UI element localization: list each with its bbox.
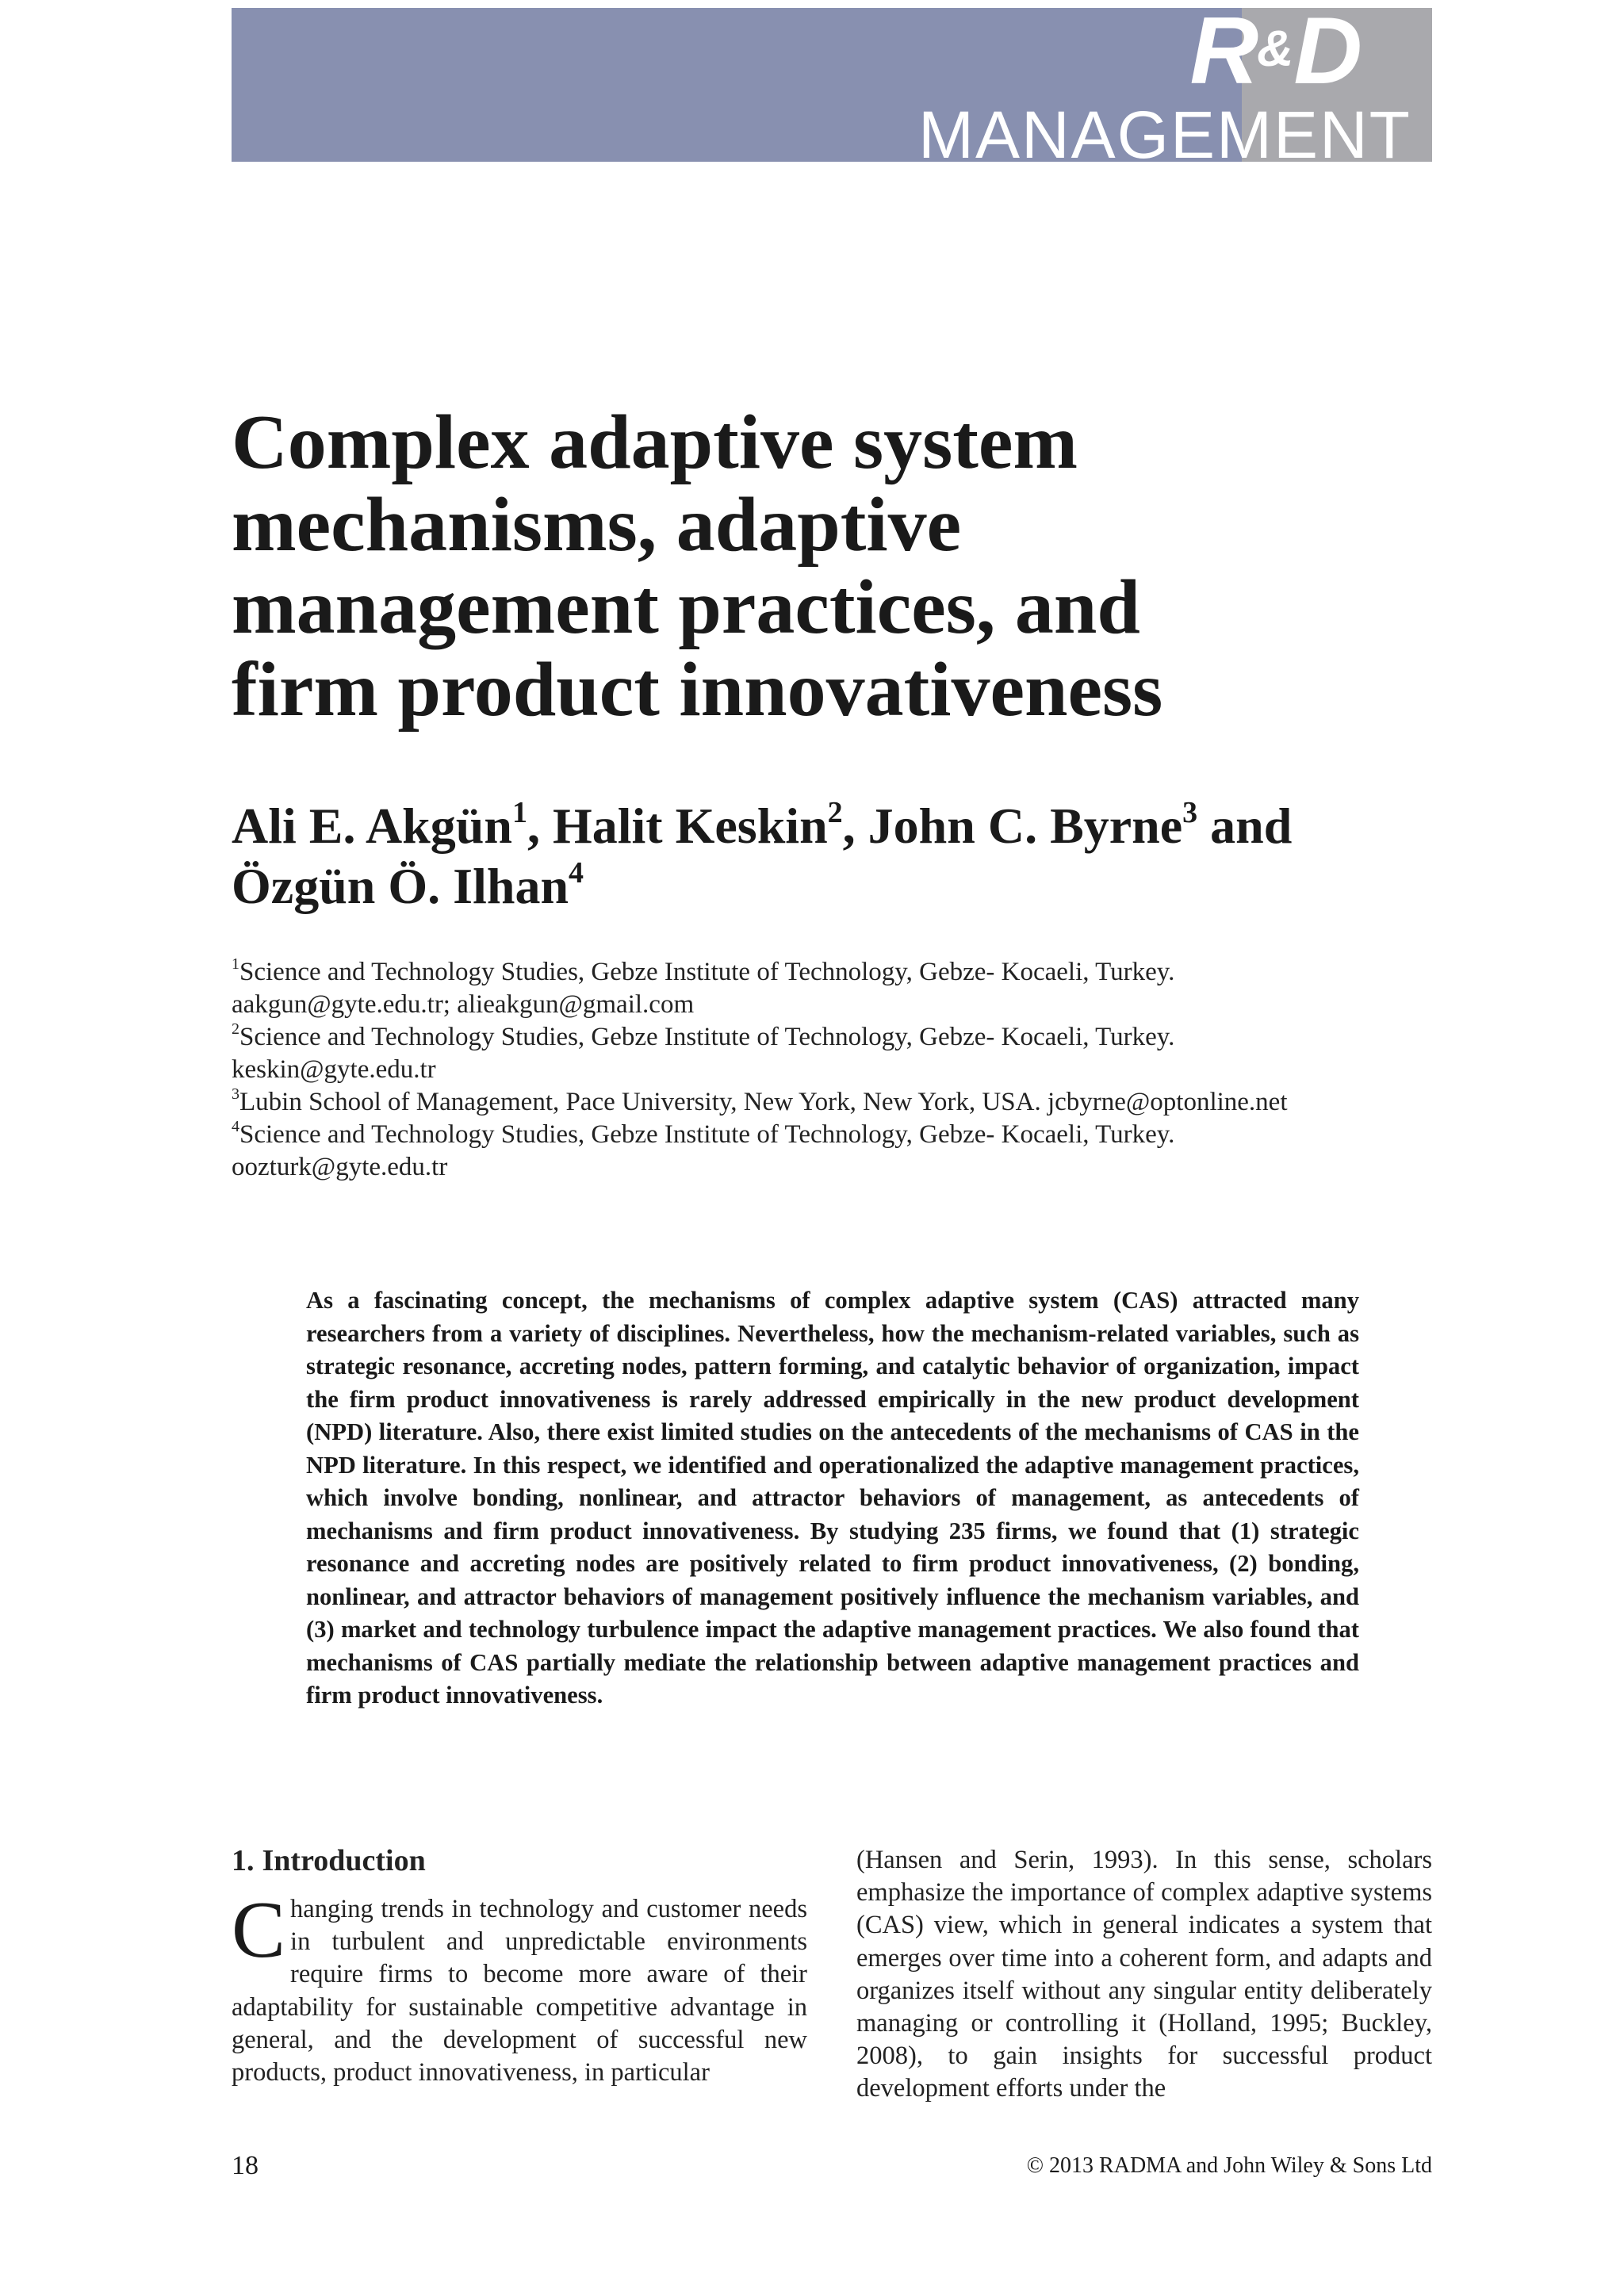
affiliation-email: keskin@gyte.edu.tr [232, 1055, 436, 1084]
title-line: firm product innovativeness [232, 647, 1163, 733]
author-list [232, 796, 1432, 916]
intro-paragraph [232, 1885, 807, 2089]
affiliation-line: $^1$Science and Technology Studies, Gebze Institute of Technology, Gebze- Kocaeli, Turkey. [232, 955, 1175, 986]
title-line: mechanisms, adaptive [232, 482, 962, 568]
title-line: Complex adaptive system [232, 400, 1078, 485]
affiliation-marker: 1 [232, 955, 239, 973]
author-name: John C. Byrne [868, 798, 1183, 854]
affiliation-marker: 3 [232, 1085, 239, 1103]
author-line [232, 796, 1432, 856]
affiliation-marker: 2 [232, 1020, 239, 1038]
affiliation-marker: 4 [232, 1118, 239, 1135]
copyright-notice: © 2013 RADMA and John Wiley & Sons Ltd [1026, 2153, 1432, 2178]
author-separator: , [842, 798, 868, 854]
author-affiliation-marker: 2 [827, 796, 843, 829]
page-number: 18 [232, 2151, 259, 2180]
author-affiliation-marker: 4 [569, 856, 584, 890]
section-heading [232, 1843, 807, 1879]
title-line: management practices, and [232, 564, 1140, 650]
author-name: Özgün Ö. Ilhan [232, 858, 569, 914]
author-affiliation-marker: 3 [1182, 796, 1198, 829]
journal-masthead [232, 8, 1432, 162]
body-column-left [232, 1843, 807, 2089]
author-separator: , [527, 798, 553, 854]
journal-logo-rd: R&D [1189, 8, 1361, 104]
affiliation-line: $^2$Science and Technology Studies, Gebze Institute of Technology, Gebze- Kocaeli, Turkey. [232, 1020, 1175, 1051]
intro-text-left: hanging trends in technology and customer needs in turbulent and unpredictable environments require firms to become more aware of their adaptability for sustainable competitive advantage in general, and the development of successful new products, product innovativeness, in particular [232, 1895, 807, 2087]
author-name: Ali E. Akgün [232, 798, 512, 854]
journal-logo-management: MANAGEMENT [917, 98, 1411, 162]
author-affiliation-marker: 1 [511, 796, 527, 829]
affiliation-line: $^4$Science and Technology Studies, Gebze Institute of Technology, Gebze- Kocaeli, Turkey. [232, 1118, 1175, 1149]
abstract: As a fascinating concept, the mechanisms of complex adaptive system (CAS) attracted many researchers from a variety of disciplines. Nevertheless, how the mechanism-related variables, such as strategic resonance, accreting nodes, pattern forming, and catalytic behavior of organization, impact the firm product innovativeness is rarely addressed empirically in the new product development (NPD) literature. Also, there exist limited studies on the antecedents of the mechanisms of CAS in the NPD literature. In this respect, we identified and operationalized the adaptive management practices, which involve bonding, nonlinear, and attractor behaviors of management, as antecedents of mechanisms and firm product innovativeness. By studying 235 firms, we found that (1) strategic resonance and accreting nodes are positively related to firm product innovativeness, (2) bonding, nonlinear, and attractor behaviors of management positively influence the mechanism variables, and (3) market and technology turbulence impact the adaptive management practices. We also found that mechanisms of CAS partially mediate the relationship between adaptive management practices and firm product innovativeness. [306, 1287, 1359, 1709]
affiliation-line: $^3$Lubin School of Management, Pace University, New York, New York, USA. jcbyrne@optonline.net [232, 1085, 1288, 1116]
author-line [232, 856, 1432, 916]
intro-text-right: (Hansen and Serin, 1993). In this sense, scholars emphasize the importance of complex adaptive systems (CAS) view, which in general indicates a system that emerges over time into a coherent form, and adapts and organizes itself without any singular entity deliberately managing or controlling it (Holland, 1995; Buckley, 2008), to gain insights for successful product development efforts under the [856, 1846, 1432, 2103]
section-title: Introduction [262, 1844, 426, 1877]
affiliations [232, 956, 1445, 1184]
affiliation-email: oozturk@gyte.edu.tr [232, 1153, 448, 1181]
section-number: 1. [232, 1844, 255, 1877]
author-separator: and [1197, 798, 1293, 854]
body-column-right [856, 1844, 1432, 2106]
drop-cap: C [232, 1885, 286, 1975]
author-name: Halit Keskin [552, 798, 828, 854]
affiliation-email: aakgun@gyte.edu.tr; alieakgun@gmail.com [232, 990, 695, 1019]
article-title [232, 401, 1421, 731]
